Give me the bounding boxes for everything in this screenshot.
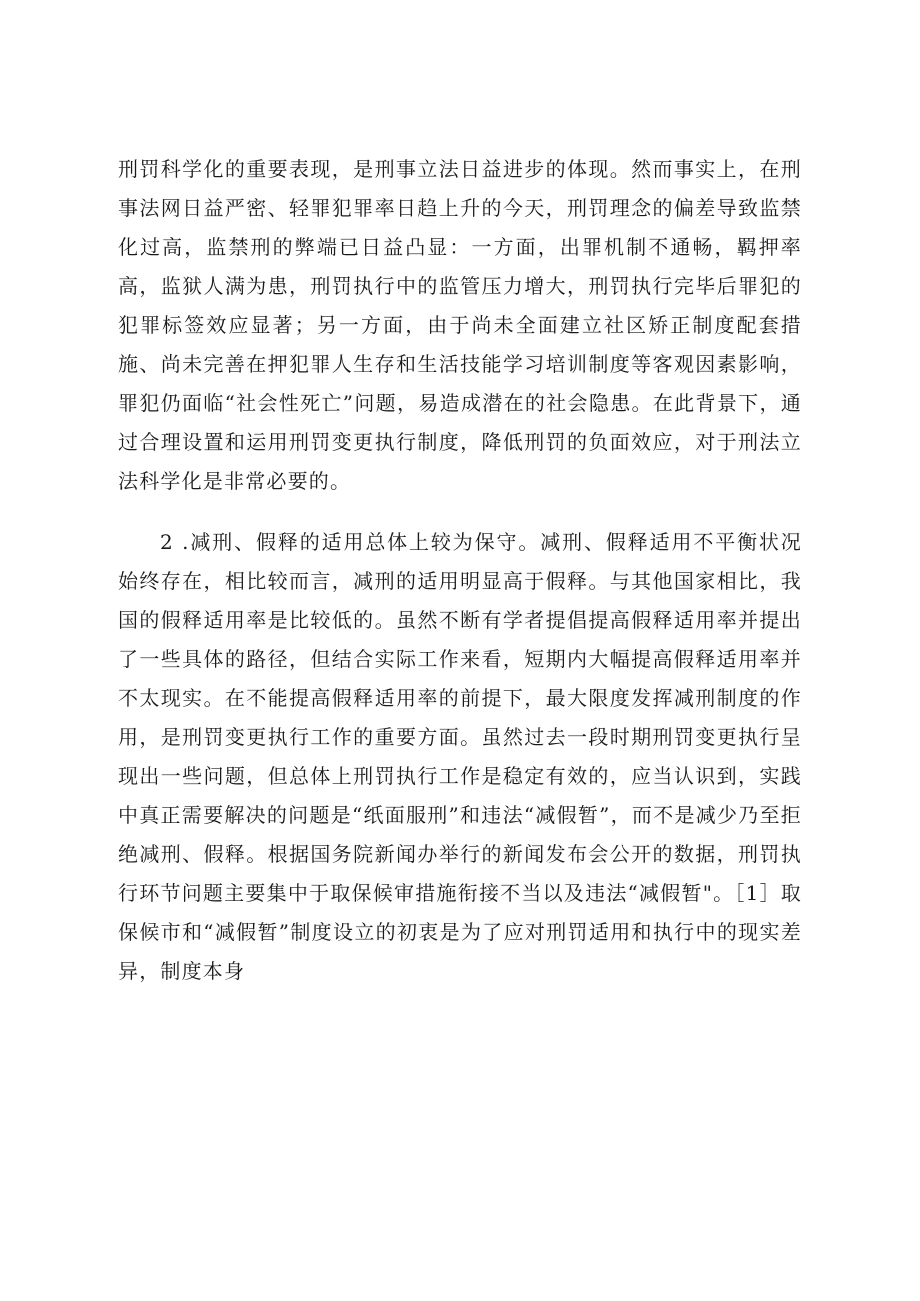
document-body (118, 150, 802, 991)
paragraph-2: 2 .减刑、假释的适用总体上较为保守。减刑、假释适用不平衡状况始终存在，相比较而言，减刑的适用明显高于假释。与其他国家相比，我国的假释适用率是比较低的。虽然不断有学者提倡提高假释适用率并提出了一些具体的路径，但结合实际工作来看，短期内大幅提高假释适用率并不太现实。在不能提高假释适用率的前提下，最大限度发挥减刑制度的作用，是刑罚变更执行工作的重要方面。虽然过去一段时期刑罚变更执行呈现出一些问题，但总体上刑罚执行工作是稳定有效的，应当认识到，实践中真正需要解决的问题是“纸面服刑”和违法“减假暂”，而不是减少乃至拒绝减刑、假释。根据国务院新闻办举行的新闻发布会公开的数据，刑罚执行环节问题主要集中于取保候审措施衔接不当以及违法“减假暂"。［1］取保候市和“减假暂”制度设立的初衷是为了应对刑罚适用和执行中的现实差异，制度本身 (118, 530, 802, 983)
paragraph-continuation: 刑罚科学化的重要表现，是刑事立法日益进步的体现。然而事实上，在刑事法网日益严密、轻罪犯罪率日趋上升的今天，刑罚理念的偏差导致监禁化过高，监禁刑的弊端已日益凸显：一方面，出罪机制不通畅，羁押率高，监狱人满为患，刑罚执行中的监管压力增大，刑罚执行完毕后罪犯的犯罪标签效应显著；另一方面，由于尚未全面建立社区矫正制度配套措施、尚未完善在押犯罪人生存和生活技能学习培训制度等客观因素影响，罪犯仍面临“社会性死亡”问题，易造成潜在的社会隐患。在此背景下，通过合理设置和运用刑罚变更执行制度，降低刑罚的负面效应，对于刑法立法科学化是非常必要的。 (118, 157, 802, 493)
